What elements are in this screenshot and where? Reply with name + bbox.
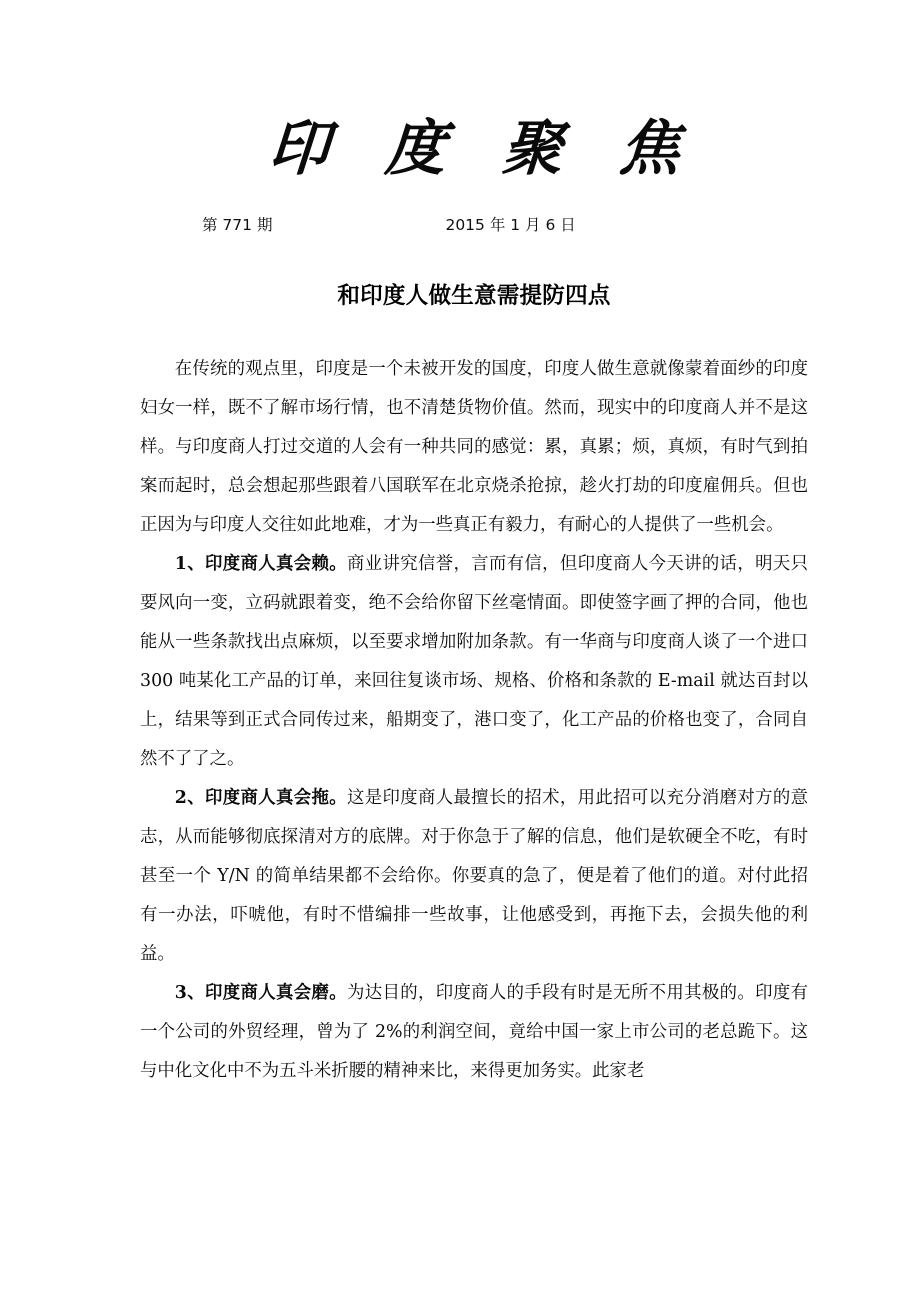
paragraph-lead: 2、印度商人真会拖。	[174, 788, 347, 809]
paragraph-text: 在传统的观点里，印度是一个未被开发的国度，印度人做生意就像蒙着面纱的印度妇女一样，既不了解市场行情，也不清楚货物价值。然而，现实中的印度商人并不是这样。与印度商人打过交道的人会有一种共同的感觉：累，真累；烦，真烦，有时气到拍案而起时，总会想起那些跟着八国联军在北京烧杀抢掠，趁火打劫的印度雇佣兵。但也正因为与印度人交往如此地难，才为一些真正有毅力，有耐心的人提供了一些机会。	[140, 359, 808, 536]
paragraph-lead: 1、印度商人真会赖。	[174, 554, 347, 575]
masthead-title: 印 度 聚 焦	[266, 114, 700, 184]
paragraph-intro	[140, 350, 808, 545]
paragraph-lead: 3、印度商人真会磨。	[174, 983, 347, 1004]
paragraph-point-1	[140, 545, 808, 779]
issue-date-row	[140, 215, 808, 235]
paragraph-text: 这是印度商人最擅长的招术，用此招可以充分消磨对方的意志，从而能够彻底探清对方的底牌。对于你急于了解的信息，他们是软硬全不吃，有时甚至一个 Y/N 的简单结果都不会给你。你要真的急了，便是着了他们的道。对付此招有一办法，吓唬他，有时不惜编排一些故事，让他感受到，再拖下去，会损失他的利益。	[140, 788, 808, 965]
paragraph-point-2	[140, 779, 808, 974]
paragraph-point-3	[140, 974, 808, 1091]
article-heading: 和印度人做生意需提防四点	[337, 283, 611, 310]
paragraph-text: 商业讲究信誉，言而有信，但印度商人今天讲的话，明天只要风向一变，立码就跟着变，绝不会给你留下丝毫情面。即使签字画了押的合同，他也能从一些条款找出点麻烦，以至要求增加附加条款。有一华商与印度商人谈了一个进口 300 吨某化工产品的订单，来回往复谈市场、规格、价格和条款的 E-mail 就达百封以上，结果等到正式合同传过来，船期变了，港口变了，化工产品的价格也变了，合同自然不了了之。	[140, 554, 808, 770]
article-body	[140, 350, 808, 1091]
publication-date: 2015 年 1 月 6 日	[445, 216, 576, 234]
page-content	[140, 0, 808, 1091]
paragraph-text: 为达目的，印度商人的手段有时是无所不用其极的。印度有一个公司的外贸经理，曾为了 2%的利润空间，竟给中国一家上市公司的老总跪下。这与中化文化中不为五斗米折腰的精神来比，来得更加务实。此家老	[140, 983, 808, 1082]
issue-number: 第 771 期	[202, 216, 273, 234]
